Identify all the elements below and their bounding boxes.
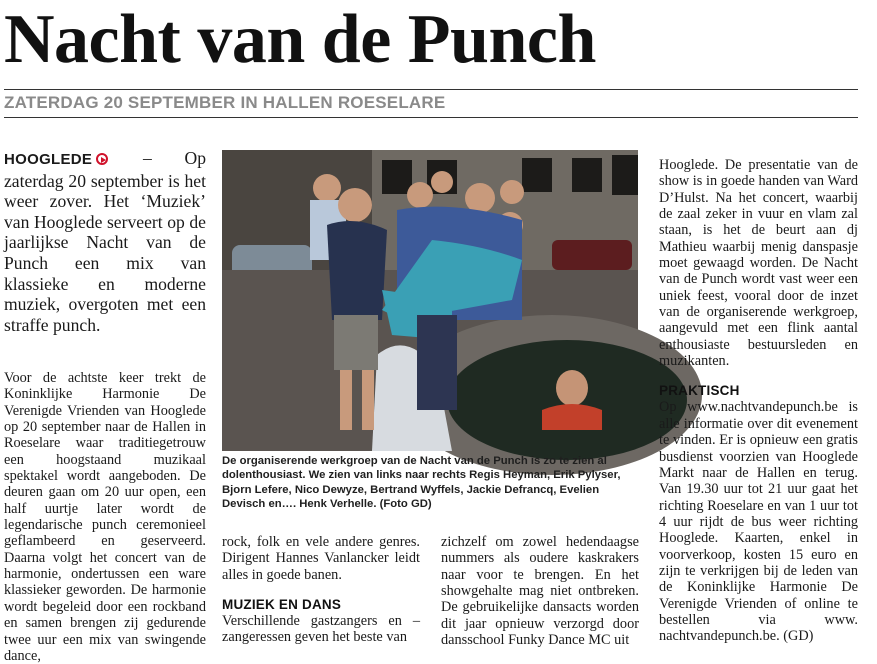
bottom-rule xyxy=(4,117,858,118)
lead-text: – Op zaterdag 20 september is het weer zover. Het ‘Muziek’ van Hooglede serveert op de jaarlijkse Nacht van de Punch een mix van klassieke en moderne muziek, overgoten met een straffe punch. xyxy=(4,148,206,335)
photo-illustration xyxy=(222,150,638,451)
kicker-label: HOOGLEDE xyxy=(4,151,93,168)
group-photo xyxy=(222,150,638,451)
subheadline: ZATERDAG 20 SEPTEMBER IN HALLEN ROESELARE xyxy=(4,93,446,112)
headline: Nacht van de Punch xyxy=(4,1,596,78)
column-2 xyxy=(222,534,420,646)
lead-paragraph xyxy=(4,148,206,335)
column-4 xyxy=(659,157,858,645)
body-paragraph: zichzelf om zowel hedendaagse nummers als oudere kaskrakers naar voor te brengen. En het showgehalte mag niet ontbreken. De gebruikelijke dansacts worden dit jaar opnieuw verzorgd door dansschool Funky Dance MC uit xyxy=(441,534,639,649)
photo-caption: De organiserende werkgroep van de Nacht van de Punch is zo te zien al dolenthousiast. We zien van links naar rechts Regis Heyman, Erik Pylyser, Bjorn Lefere, Nico Dewyze, Bertrand Wyffels, Jackie Defrancq, Evelien Devisch en…. Henk Verhelle. (Foto GD) xyxy=(222,455,621,510)
top-rule xyxy=(4,89,858,90)
column-1 xyxy=(4,370,206,664)
body-paragraph: Verschillende gastzangers en –zangeressen geven het beste van xyxy=(222,613,420,646)
body-paragraph: Op www.nachtvandepunch.be is alle informatie over dit evenement te vinden. Er is opnieuw een gratis busdienst voorzien van Hooglede Markt naar de Hallen en terug. Van 19.30 uur tot 21 uur gaat het richting Roeselare en van 1 uur tot 4 uur rijdt de bus weer richting Hooglede. Kaarten, enkel in voorverkoop, kosten 15 euro en zijn te verkrijgen bij de leden van de Koninklijke Harmonie De Verenigde Vrienden of online te bestellen via www. nachtvandepunch.be. (GD) xyxy=(659,399,858,645)
column-3 xyxy=(441,534,639,648)
section-heading: MUZIEK EN DANS xyxy=(222,597,342,613)
section-heading: PRAKTISCH xyxy=(659,383,740,399)
body-paragraph: rock, folk en vele andere genres. Dirigent Hannes Vanlancker leidt alles in goede banen. xyxy=(222,534,420,583)
play-circle-icon xyxy=(96,153,108,165)
body-paragraph: Hooglede. De presentatie van de show is in goede handen van Ward D’Hulst. Na het concert, waarbij de zaal zeker in vuur en vlam zal staan, is het de beurt aan dj Mathieu waarbij menig danspasje moet gewaagd worden. De Nacht van de Punch wordt vast weer een uniek feest, vooral door de inzet van de organiserende werkgroep, aangevuld met een flink aantal enthousiaste bestuursleden en muzikanten. xyxy=(659,157,858,370)
body-paragraph: Voor de achtste keer trekt de Koninklijke Harmonie De Verenigde Vrienden van Hooglede op 20 september naar de Hallen in Roeselare waar traditiegetrouw een hoogstaand muzikaal spektakel wordt aangeboden. De deuren gaan om 20 uur open, een half uurtje later wordt de legendarische punch ceremonieel geflambeerd en geserveerd. Daarna volgt het concert van de harmonie, ondertussen een ware klassieker geworden. De harmonie wordt begeleid door een rockband en samen brengen zij gedurende twee uur een mix van swingende dance, xyxy=(4,370,206,664)
